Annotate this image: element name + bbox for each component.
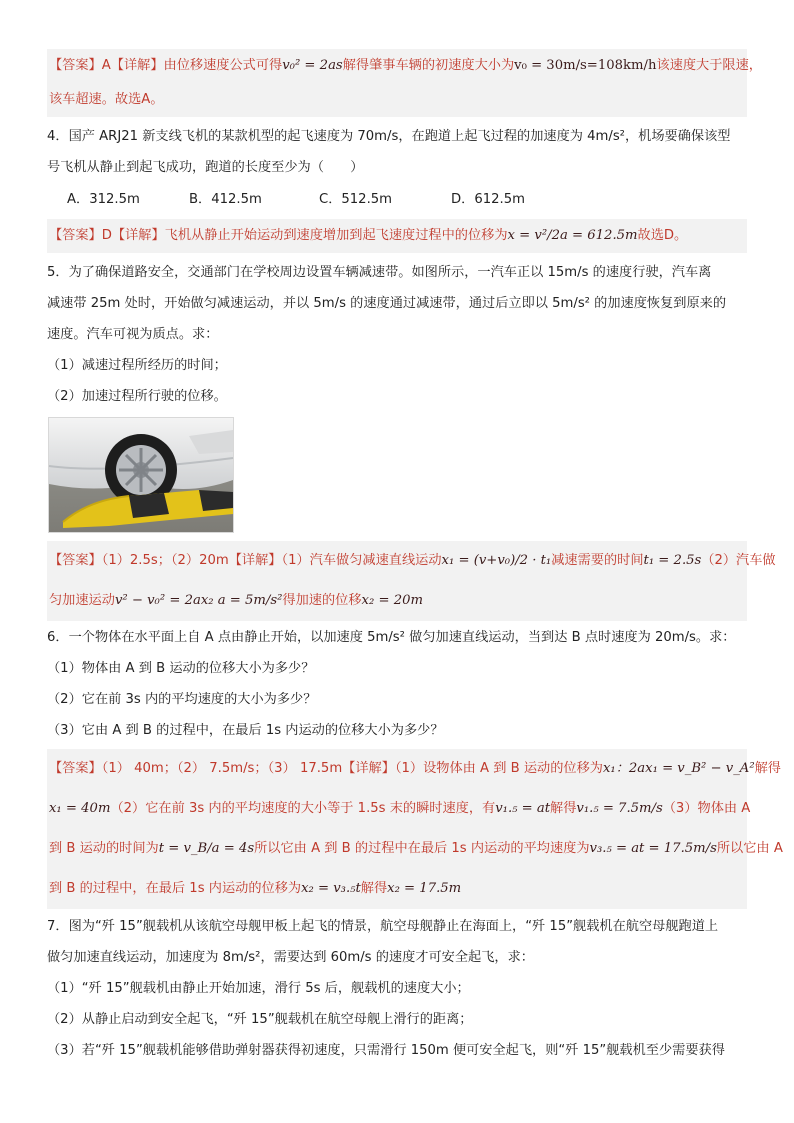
question-7-line-2: 做匀加速直线运动，加速度为 8m/s²，需要达到 60m/s 的速度才可安全起飞，求： <box>47 950 534 965</box>
answer-text: 解得 <box>550 801 577 816</box>
answer-text: 到 B 运动的时间为 <box>49 841 159 856</box>
answer-text: 【答案】D【详解】飞机从静止开始运动到速度增加到起飞速度过程中的位移为 <box>49 228 508 243</box>
question-6-sub-3: （3）它由 A 到 B 的过程中，在最后 1s 内运动的位移大小为多少？ <box>47 723 444 738</box>
answer-text: （3）物体由 A <box>662 801 751 816</box>
question-6-line-1: 6．一个物体在水平面上自 A 点由静止开始，以加速度 5m/s² 做匀加速直线运动，当到达 B 点时速度为 20m/s。求： <box>47 630 736 645</box>
formula: x₂ = 20m <box>361 593 423 608</box>
question-7-sub-1: （1）“歼 15”舰载机由静止开始加速，滑行 5s 后，舰载机的速度大小； <box>47 981 470 996</box>
formula: t₁ = 2.5s <box>643 553 702 568</box>
formula: x₁ = (v+v₀)/2 · t₁ <box>441 553 552 568</box>
answer-text: 【答案】A【详解】由位移速度公式可得 <box>49 58 283 73</box>
answer-text: 到 B 的过程中，在最后 1s 内运动的位移为 <box>49 881 302 896</box>
car-speed-bump-illustration <box>49 418 233 532</box>
question-5-sub-2: （2）加速过程所行驶的位移。 <box>47 389 227 404</box>
answer-text: 所以它由 A 到 B 的过程中在最后 1s 内运动的平均速度为 <box>254 841 590 856</box>
answer-block-4 <box>47 219 747 253</box>
formula: x₁ = 40m <box>49 801 111 816</box>
answer-text: 解得肇事车辆的初速度大小为 <box>342 58 515 73</box>
formula: x = v²/2a = 612.5m <box>507 228 638 243</box>
option-a: A．312.5m <box>67 192 140 207</box>
question-6-sub-2: （2）它在前 3s 内的平均速度的大小为多少？ <box>47 692 317 707</box>
question-4-options <box>67 190 525 210</box>
answer-text: 【答案】（1） 40m；（2） 7.5m/s；（3） 17.5m【详解】（1）设物体由 A 到 B 运动的位移为 <box>49 761 603 776</box>
formula: v₀ = 30m/s=108km/h <box>514 58 657 73</box>
answer-text: 【答案】（1）2.5s；（2）20m【详解】（1）汽车做匀减速直线运动 <box>49 553 442 568</box>
question-5-line-3: 速度。汽车可视为质点。求： <box>47 327 219 342</box>
answer-text: 匀加速运动 <box>49 593 115 608</box>
formula: x₁：2ax₁ = v_B² − v_A² <box>602 761 755 776</box>
car-speed-bump-photo <box>48 417 234 533</box>
question-7-sub-3: （3）若“歼 15”舰载机能够借助弹射器获得初速度，只需滑行 150m 便可安全起飞，则“歼 15”舰载机至少需要获得 <box>47 1043 725 1058</box>
question-4-line-2: 号飞机从静止到起飞成功，跑道的长度至少为（ ） <box>47 160 364 175</box>
formula: v₃.₅ = at = 17.5m/s <box>589 841 717 856</box>
question-7-line-1: 7．图为“歼 15”舰载机从该航空母舰甲板上起飞的情景，航空母舰静止在海面上，“歼 15”舰载机在航空母舰跑道上 <box>47 919 719 934</box>
question-6-sub-1: （1）物体由 A 到 B 运动的位移大小为多少？ <box>47 661 315 676</box>
option-d: D．612.5m <box>451 192 525 207</box>
answer-text: 得加速的位移 <box>282 593 362 608</box>
answer-text: 减速需要的时间 <box>551 553 644 568</box>
answer-text: （2）汽车做 <box>701 553 776 568</box>
answer-block-3 <box>47 49 762 117</box>
answer-text: （2）它在前 3s 内的平均速度的大小等于 1.5s 末的瞬时速度，有 <box>110 801 496 816</box>
formula: t = v_B/a = 4s <box>158 841 255 856</box>
formula: x₂ = v₃.₅t <box>301 881 361 896</box>
answer-block-6 <box>47 749 783 909</box>
formula: v₁.₅ = 7.5m/s <box>576 801 663 816</box>
answer-text: 故选D。 <box>637 228 688 243</box>
question-5-line-2: 减速带 25m 处时，开始做匀减速运动，并以 5m/s 的速度通过减速带，通过后立即以 5m/s² 的加速度恢复到原来的 <box>47 296 727 311</box>
option-c: C．512.5m <box>319 192 392 207</box>
question-4-line-1: 4．国产 ARJ21 新支线飞机的某款机型的起飞速度为 70m/s，在跑道上起飞过程的加速度为 4m/s²，机场要确保该型 <box>47 129 731 144</box>
option-b: B．412.5m <box>189 192 262 207</box>
formula: v₁.₅ = at <box>495 801 551 816</box>
formula: x₂ = 17.5m <box>387 881 462 896</box>
answer-text: 所以它由 A <box>716 841 783 856</box>
question-5-line-1: 5．为了确保道路安全，交通部门在学校周边设置车辆减速带。如图所示，一汽车正以 15m/s 的速度行驶，汽车离 <box>47 265 712 280</box>
answer-block-5 <box>47 541 776 621</box>
answer-text: 该速度大于限速， <box>656 58 762 73</box>
answer-text: 解得 <box>754 761 781 776</box>
question-7-sub-2: （2）从静止启动到安全起飞，“歼 15”舰载机在航空母舰上滑行的距离； <box>47 1012 473 1027</box>
question-5-sub-1: （1）减速过程所经历的时间； <box>47 358 227 373</box>
formula: v₀² = 2as <box>282 58 343 73</box>
answer-text: 解得 <box>360 881 388 896</box>
formula: v² − v₀² = 2ax₂ a = 5m/s² <box>114 593 283 608</box>
answer-text: 该车超速。故选A。 <box>49 92 164 107</box>
